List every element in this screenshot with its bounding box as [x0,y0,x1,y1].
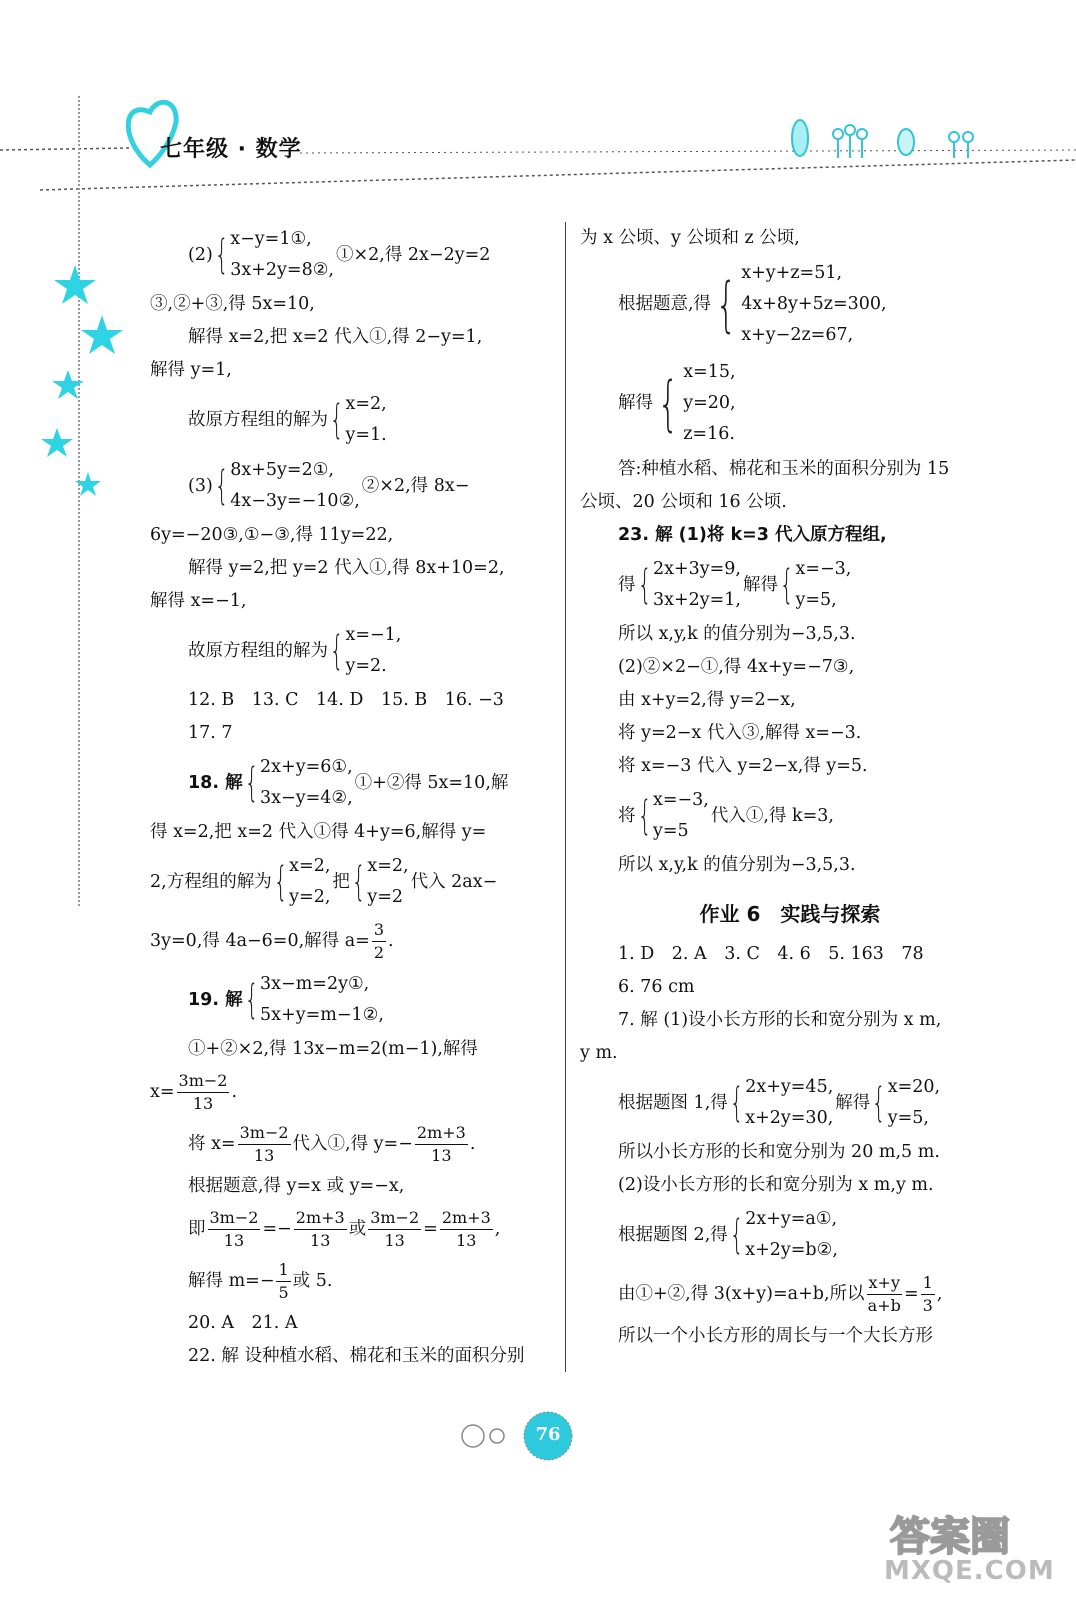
text-line: (3) { 8x+5y=2①, 4x−3y=−10②, ②×2,得 8x− [150,453,560,519]
text-line: 所以 x,y,k 的值分别为−3,5,3. [618,855,856,875]
fraction: $\frac{3m-2}{13}$ [209,1207,259,1250]
equation-system: { x−y=1①, 3x+2y=8②, [214,229,334,280]
star-icon [54,265,96,304]
equation-system: { 2x+y=a①, x+2y=b②, [729,1209,838,1260]
text-line: 根据题图 1,得 { 2x+y=45, x+2y=30, 解得 { x=20, y=5, [580,1070,1000,1136]
fraction: $\frac{1}{5}$ [278,1259,289,1302]
text-line: 解得 m=− $\frac{1}{5}$ 或 5. [188,1259,333,1302]
text-line: 即 $\frac{3m-2}{13}$ =− $\frac{2m+3}{13}$ 或 $\frac{3m-2}{13}$ = $\frac{2m+3}{13}$ , [188,1207,501,1250]
text-line: 得 { 2x+3y=9, 3x+2y=1, 解得 { x=−3, y=5, [580,552,1000,618]
text-line: 由①+②,得 3(x+y)=a+b,所以 $\frac{x+y}{a+b}$ = $\frac{1}{3}$ , [618,1272,943,1315]
equation-system: { 3x−m=2y①, 5x+y=m−1②, [244,974,384,1025]
left-column [150,222,560,1373]
page-number: 76 [520,1410,576,1462]
text-line: 将 { x=−3, y=5 代入①,得 k=3, [580,783,1000,849]
equation-system: { x=2, y=1. [329,394,387,445]
equation-system: { x+y+z=51, 4x+8y+5z=300, x+y−2z=67, [715,263,887,345]
stars-decoration [40,260,140,520]
text-line: 7. 解 (1)设小长方形的长和宽分别为 x m, [618,1010,942,1030]
text-line: 23. 解 (1)将 k=3 代入原方程组, [618,525,887,545]
equation-system: { 8x+5y=2①, 4x−3y=−10②, [214,460,360,511]
text-line: 3y=0,得 4a−6=0,解得 a= $\frac{3}{2}$ . [150,919,394,962]
flower-icon [949,132,973,158]
fraction: $\frac{3}{2}$ [373,919,385,962]
fraction: $\frac{3m-2}{13}$ [239,1122,289,1165]
answer-line: 12. B 13. C 14. D 15. B 16. −3 [188,690,504,710]
tree-icon [898,129,914,155]
fraction: $\frac{x+y}{a+b}$ [867,1272,901,1315]
watermark-url: MXQE.COM [884,1556,1055,1586]
equation-system: { x=2, y=2, [273,856,331,907]
text-line: 将 x=−3 代入 y=2−x,得 y=5. [618,756,868,776]
text-line: (2) { x−y=1①, 3x+2y=8②, ①×2,得 2x−2y=2 [150,222,560,288]
equation-system: { x=−3, y=5, [779,559,852,610]
answer-line: 20. A 21. A [188,1313,298,1333]
text-line: 22. 解 设种植水稻、棉花和玉米的面积分别 [188,1346,525,1366]
equation-system: { x=−3, y=5 [637,790,709,841]
text-line: 将 y=2−x 代入③,解得 x=−3. [618,723,862,743]
text-line: 18. 解 { 2x+y=6①, 3x−y=4②, ①+②得 5x=10,解 [150,750,560,816]
text-line: ③,②+③,得 5x=10, [150,294,315,314]
text-line: 所以小长方形的长和宽分别为 20 m,5 m. [618,1142,940,1162]
star-icon [52,370,84,399]
text-line: 答:种植水稻、棉花和玉米的面积分别为 15 [618,459,950,479]
text-line: 根据题意,得 y=x 或 y=−x, [188,1176,405,1196]
star-icon [81,315,123,354]
equation-system: { x=15, y=20, z=16. [657,362,736,444]
text-line: 故原方程组的解为 { x=2, y=1. [150,387,560,453]
section-title: 作业 6 实践与探索 [699,901,881,926]
column-divider [565,222,566,1372]
equation-system: { 2x+y=6①, 3x−y=4②, [244,757,353,808]
fraction: $\frac{3m-2}{13}$ [178,1070,228,1113]
answer-line: 1. D 2. A 3. C 4. 6 5. 163 78 [618,944,924,964]
text-line: 所以一个小长方形的周长与一个大长方形 [618,1326,933,1346]
text-line: 将 x= $\frac{3m-2}{13}$ 代入①,得 y=− $\frac{2m+3}{13}$ . [188,1122,476,1165]
star-icon [75,472,101,496]
text-line: x= $\frac{3m-2}{13}$ . [150,1070,238,1113]
answer-line: 6. 76 cm [618,977,695,997]
equation-system: { 2x+3y=9, 3x+2y=1, [637,559,741,610]
text-line: 故原方程组的解为 { x=−1, y=2. [150,618,560,684]
text-line: 为 x 公顷、y 公顷和 z 公顷, [580,228,800,248]
fraction: $\frac{2m+3}{13}$ [416,1122,466,1165]
watermark-line1: 答案圈 [890,1514,1010,1560]
text-line: 得 x=2,把 x=2 代入①得 4+y=6,解得 y= [150,822,487,842]
text-line: 19. 解 { 3x−m=2y①, 5x+y=m−1②, [150,967,560,1033]
text-line: ①+②×2,得 13x−m=2(m−1),解得 [188,1039,478,1059]
text-line: 解得 y=1, [150,360,232,380]
fraction: $\frac{2m+3}{13}$ [441,1207,491,1250]
text-line: 解得 { x=15, y=20, z=16. [580,354,1000,453]
text-line: 公顷、20 公顷和 16 公顷. [580,492,787,512]
flower-icon [833,125,867,158]
text-line: y m. [580,1043,618,1063]
fraction: $\frac{3m-2}{13}$ [370,1207,420,1250]
fraction: $\frac{2m+3}{13}$ [295,1207,345,1250]
header-title: 七年级 · 数学 [160,137,302,162]
equation-system: { x=2, y=2 [351,856,409,907]
circles-decoration [455,1418,515,1458]
tree-icon [792,120,808,156]
text-line: 根据题图 2,得 { 2x+y=a①, x+2y=b②, [580,1202,1000,1268]
star-icon [41,428,73,457]
equation-system: { x=20, y=5, [871,1077,941,1128]
text-line: 2,方程组的解为 { x=2, y=2, 把 { x=2, y=2 代入 2ax− [150,849,560,915]
text-line: 解得 x=2,把 x=2 代入①,得 2−y=1, [188,327,483,347]
text-line: 根据题意,得 { x+y+z=51, 4x+8y+5z=300, x+y−2z=67, [580,255,1000,354]
text-line: 解得 y=2,把 y=2 代入①,得 8x+10=2, [188,558,505,578]
right-column [580,222,1000,1353]
text-line: 6y=−20③,①−③,得 11y=22, [150,525,394,545]
fraction: $\frac{1}{3}$ [922,1272,933,1315]
text-line: (2)设小长方形的长和宽分别为 x m,y m. [618,1175,934,1195]
page-header [0,0,1076,200]
answer-line: 17. 7 [188,723,233,743]
text-line: (2)②×2−①,得 4x+y=−7③, [618,657,855,677]
equation-system: { x=−1, y=2. [329,625,402,676]
equation-system: { 2x+y=45, x+2y=30, [729,1077,834,1128]
text-line: 由 x+y=2,得 y=2−x, [618,690,796,710]
header-decoration [0,0,1076,200]
text-line: 解得 x=−1, [150,591,247,611]
text-line: 所以 x,y,k 的值分别为−3,5,3. [618,624,856,644]
